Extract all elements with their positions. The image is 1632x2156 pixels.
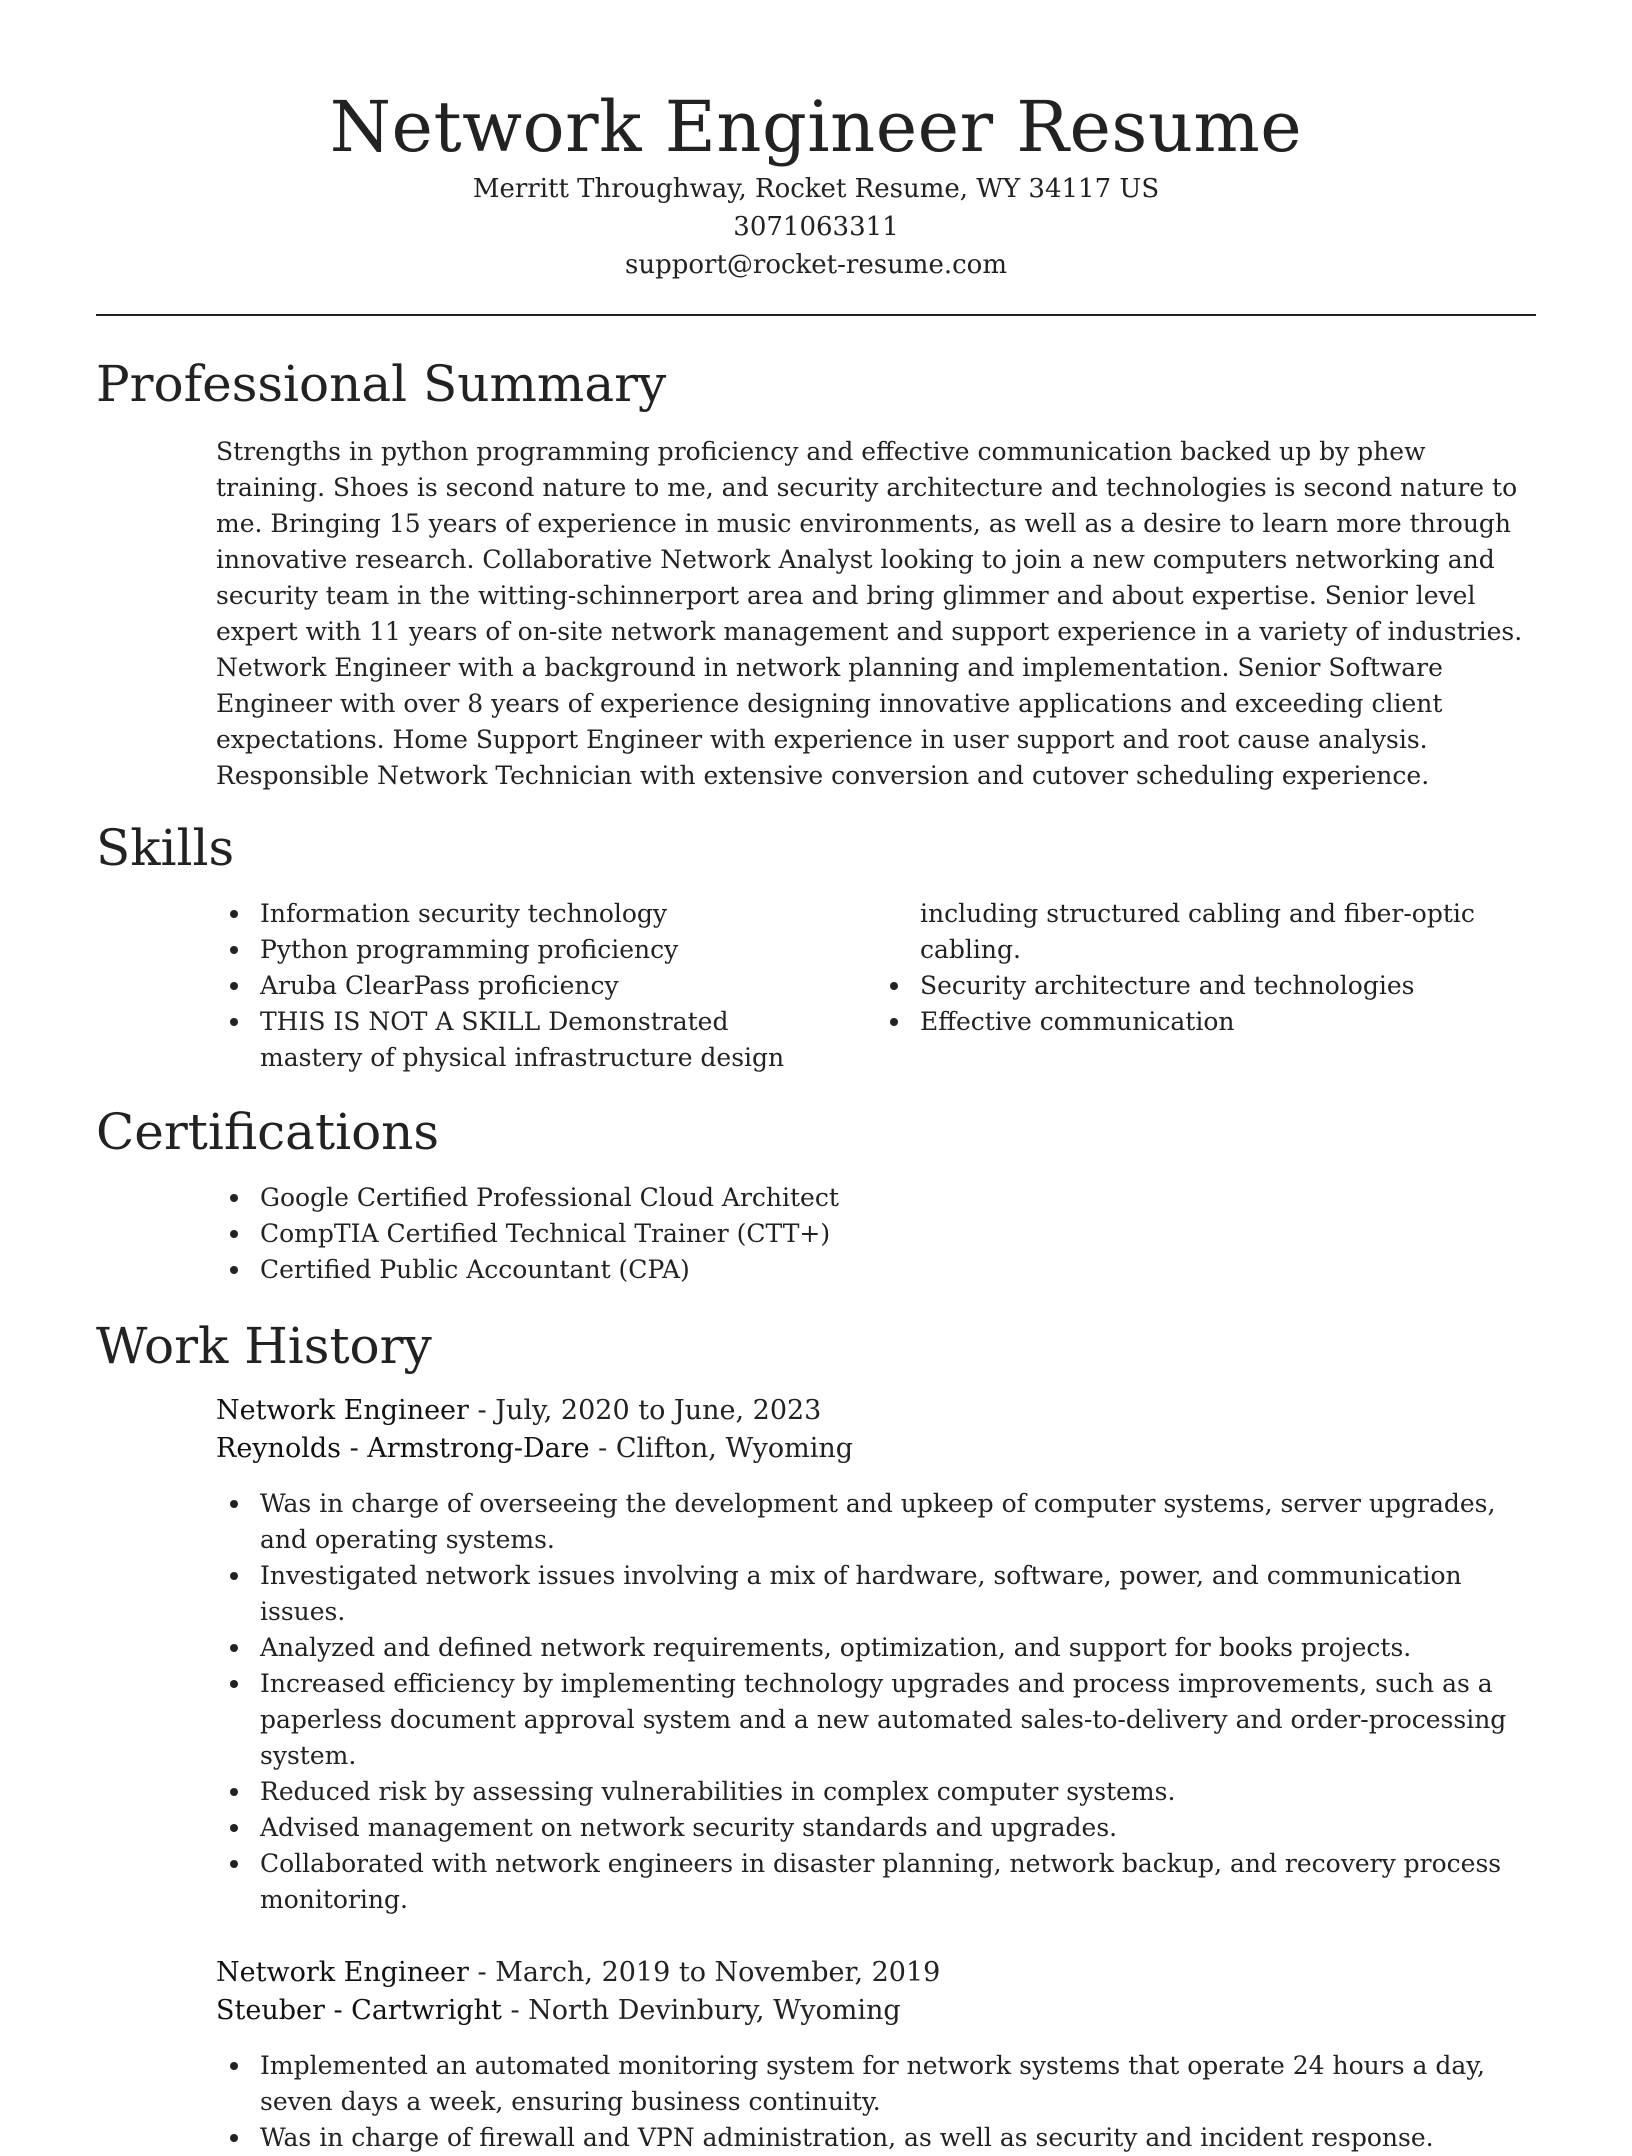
job-bullets — [216, 1486, 1536, 1918]
job-bullet: Increased efficiency by implementing technology upgrades and process improvements, such as a paperless document approval system and a new automated sales-to-delivery and order-processing system. — [216, 1666, 1536, 1774]
job-dates: - July, 2020 to June, 2023 — [468, 1395, 822, 1426]
contact-block — [96, 170, 1536, 284]
skill-item: Python programming proficiency — [216, 932, 836, 968]
job-company: Reynolds - Armstrong-Dare — [216, 1433, 590, 1464]
job-company-line — [216, 1430, 1536, 1468]
job-bullet: Was in charge of overseeing the development and upkeep of computer systems, server upgrades, and operating systems. — [216, 1486, 1536, 1558]
job-location: - Clifton, Wyoming — [589, 1433, 854, 1464]
job-dates: - March, 2019 to November, 2019 — [468, 1957, 941, 1988]
skills-heading: Skills — [96, 819, 235, 877]
job-location: - North Devinbury, Wyoming — [501, 1995, 901, 2026]
job-company: Steuber - Cartwright — [216, 1995, 502, 2026]
job-title: Network Engineer — [216, 1957, 469, 1988]
job-bullets — [216, 2048, 1536, 2156]
work-history-heading: Work History — [96, 1317, 432, 1375]
address-text: Merritt Throughway, Rocket Resume, WY 34117 US — [472, 174, 1160, 204]
job-bullet: Reduced risk by assessing vulnerabilities in complex computer systems. — [216, 1774, 1536, 1810]
job-entry — [216, 1392, 1536, 1918]
skill-item: Security architecture and technologies — [876, 968, 1496, 1004]
job-bullet: Advised management on network security standards and upgrades. — [216, 1810, 1536, 1846]
skills-section — [96, 816, 1536, 1076]
job-bullet: Analyzed and defined network requirements, optimization, and support for books projects. — [216, 1630, 1536, 1666]
header-divider — [96, 314, 1536, 316]
certifications-heading: Certifications — [96, 1103, 440, 1161]
resume-title: Network Engineer Resume — [329, 86, 1303, 168]
job-bullet: Collaborated with network engineers in disaster planning, network backup, and recovery process monitoring. — [216, 1846, 1536, 1918]
skill-item: Aruba ClearPass proficiency — [216, 968, 836, 1004]
job-bullet: Investigated network issues involving a mix of hardware, software, power, and communication issues. — [216, 1558, 1536, 1630]
resume-header — [96, 0, 1536, 284]
job-bullet: Was in charge of firewall and VPN administration, as well as security and incident response. — [216, 2120, 1536, 2156]
summary-section — [96, 352, 1536, 794]
summary-heading: Professional Summary — [96, 355, 667, 413]
certification-item: CompTIA Certified Technical Trainer (CTT+) — [216, 1216, 1536, 1252]
job-bullet: Implemented an automated monitoring system for network systems that operate 24 hours a day, seven days a week, ensuring business continuity. — [216, 2048, 1536, 2120]
skill-item: THIS IS NOT A SKILL Demonstrated mastery of physical infrastructure design including structured cabling and fiber-optic cabling. — [216, 896, 1496, 1076]
job-title-line — [216, 1392, 1536, 1430]
certifications-section — [96, 1100, 1536, 1288]
work-history-section — [96, 1314, 1536, 2156]
certification-item: Certified Public Accountant (CPA) — [216, 1252, 1536, 1288]
skill-item: Information security technology — [216, 896, 836, 932]
skill-item: Effective communication — [876, 1004, 1496, 1040]
skills-list — [216, 896, 1496, 1076]
certifications-list — [216, 1180, 1536, 1288]
job-entry — [216, 1954, 1536, 2156]
email-text: support@rocket-resume.com — [624, 250, 1007, 280]
job-title-line — [216, 1954, 1536, 1992]
summary-text: Strengths in python programming proficiency and effective communication backed up by phew training. Shoes is second nature to me, and security architecture and technologies is second nature to me. Bringing 15 years of experience in music environments, as well as a desire to learn more through innovative research. Collaborative Network Analyst looking to join a new computers networking and security team in the witting-schinnerport area and bring glimmer and about expertise. Senior level expert with 11 years of on-site network management and support experience in a variety of industries. Network Engineer with a background in network planning and implementation. Senior Software Engineer with over 8 years of experience designing innovative applications and exceeding client expectations. Home Support Engineer with experience in user support and root cause analysis. Responsible Network Technician with extensive conversion and cutover scheduling experience. — [216, 437, 1523, 790]
job-title: Network Engineer — [216, 1395, 469, 1426]
phone-text: 3071063311 — [733, 212, 899, 242]
job-company-line — [216, 1992, 1536, 2030]
certification-item: Google Certified Professional Cloud Architect — [216, 1180, 1536, 1216]
